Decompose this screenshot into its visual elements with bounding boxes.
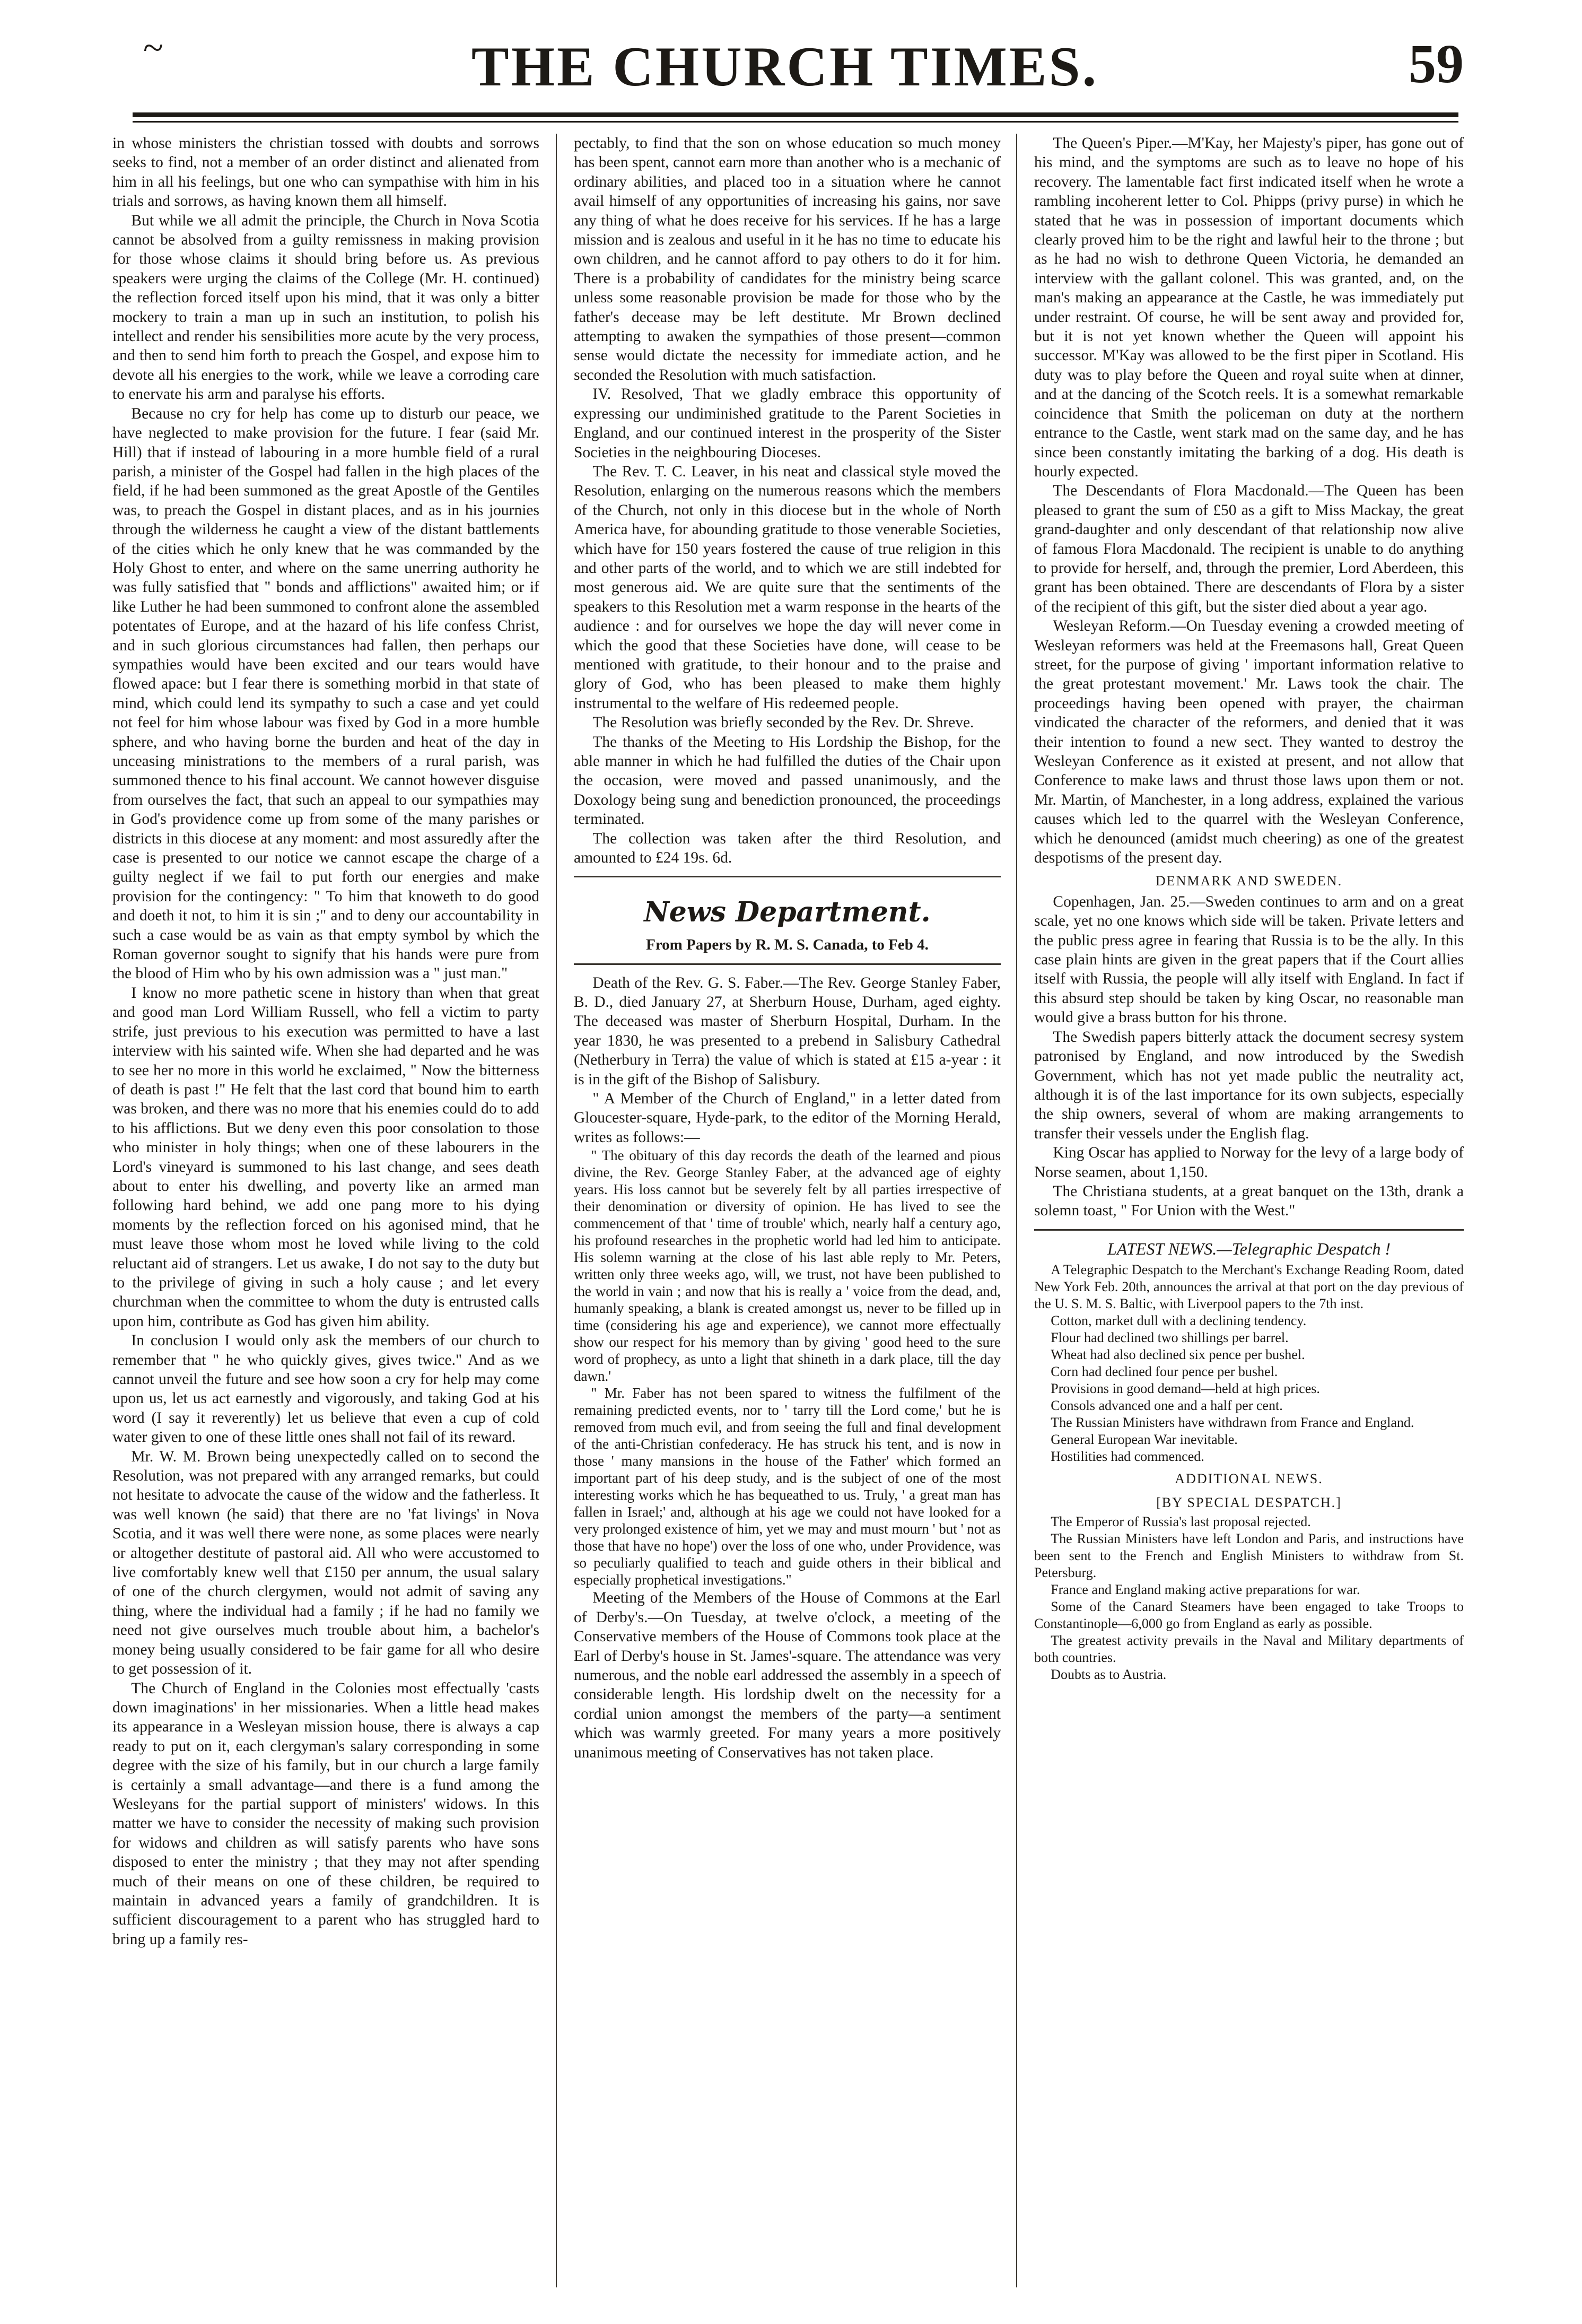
additional-news-item: Some of the Canard Steamers have been engaged to take Troops to Constantinople—6,000 go from England as early as possible. (1034, 1598, 1464, 1631)
col2-paragraph: The collection was taken after the third Resolution, and amounted to £24 19s. 6d. (574, 830, 1001, 867)
masthead-mark: ~ (143, 28, 163, 68)
col1-paragraph: I know no more pathetic scene in history than when that great and good man Lord William Russell, who fell a victim to party strife, just previous to his execution was permitted to have a last interview with his sainted wife. When she had departed and he was to see her no more in this world he exclaimed, " Now the bitterness of death is past !" He felt that the last cord that bound him to earth was broken, and there was no more that his enemies could do to add to his afflictions. But we deny even this poor consolation to those who minister in holy things; when one of these labourers in the Lord's vineyard is summoned to his last change, and sees death about to enter his dwelling, and poverty like an armed man following hard behind, we add one pang more to his dying moments by the reflection forced on his agonised mind, that he must leave those whom most he loved while living to the cold reluctant aid of strangers. Let us awake, I do not say to the duty but to the privilege of giving in such a holy cause ; and let every churchman when the committee to whom the duty is entrusted calls upon him, contribute as God has given him ability. (112, 984, 539, 1330)
col3-news-item: King Oscar has applied to Norway for the levy of a large body of Norse seamen, about 1,150. (1034, 1144, 1464, 1181)
col2-paragraph: The thanks of the Meeting to His Lordship the Bishop, for the able manner in which he had fulfilled the duties of the Chair upon the occasion, were moved and passed unanimously, and the Doxology being sung and benediction pronounced, the proceedings terminated. (574, 733, 1001, 828)
col2-resolution: IV. Resolved, That we gladly embrace this opportunity of expressing our undiminished gratitude to the Parent Societies in England, and our continued interest in the prosperity of the Sister Societies in the neighbouring Dioceses. (574, 386, 1001, 461)
col2-news-item: Death of the Rev. G. S. Faber.—The Rev. George Stanley Faber, B. D., died January 27, at Sherburn House, Durham, aged eighty. The deceased was master of Sherburn Hospital, Durham. In the year 1830, he was presented to a prebend in Salisbury Cathedral (Netherbury in Terra) the value of which is stated at £15 a-year : it is in the gift of the Bishop of Salisbury. (574, 974, 1001, 1088)
additional-news-subheading: [BY SPECIAL DESPATCH.] (1156, 1494, 1342, 1510)
col2-paragraph: The Resolution was briefly seconded by the Rev. Dr. Shreve. (592, 714, 974, 732)
col1-paragraph: in whose ministers the christian tossed with doubts and sorrows seeks to find, not a member of an order distinct and alienated from him in all his feelings, but one who can sympathise with him in his trials and sorrows, as having known them all himself. (112, 135, 539, 210)
col1-paragraph: The Church of England in the Colonies most effectually 'casts down imaginations' in her missionaries. When a little head makes its appearance in a Wesleyan mission house, there is always a cap ready to put on it, each clergyman's salary corresponding in some degree with the size of his family, but in our church a large family is certainly a small advantage—and there is a fund among the Wesleyans for the partial support of ministers' widows. In this matter we have to consider the necessity of making such provision for widows and children as will satisfy parents who have sons disposed to enter the ministry ; that they may not after spending much of their means on one of these children, be required to maintain in advanced years a family of grandchildren. It is sufficient discouragement to a parent who has struggled hard to bring up a family res- (112, 1679, 539, 1948)
latest-news-item: Hostilities had commenced. (1051, 1449, 1204, 1465)
col2-paragraph: pectably, to find that the son on whose education so much money has been spent, cannot earn more than another who is a mechanic of ordinary abilities, and placed too in a situation where he cannot avail himself of any opportunities of increasing his gains, nor save any thing of what he does receive for his services. If he has a large mission and is zealous and useful in it he has no time to educate his own children, and he cannot afford to pay others to do it for him. There is a probability of candidates for the ministry being scarce unless some reasonable provision be made for those who by the father's decease may be left destitute. Mr Brown declined attempting to awaken the sympathies of those present—common sense would dictate the necessity for immediate action, and he seconded the Resolution with much satisfaction. (574, 135, 1001, 384)
latest-news-item: Cotton, market dull with a declining tendency. (1051, 1313, 1307, 1329)
column-3 (1034, 134, 1464, 2287)
newspaper-title: THE CHURCH TIMES. (471, 36, 1099, 98)
col2-paragraph: The Rev. T. C. Leaver, in his neat and classical style moved the Resolution, enlarging on the numerous reasons which the members of the Church, not only in this diocese but in the whole of North America have, for abounding gratitude to those venerable Societies, which have for 150 years fostered the cause of true religion in this and other parts of the world, and to which we are still indebted for most generous aid. We are quite sure that the sentiments of the speakers to this Resolution met a warm response in the hearts of the audience : and for ourselves we hope the day will never come in which the good that these Societies have done, will cease to be mentioned with gratitude, to their honour and to the praise and glory of God, who has been pleased to make them highly instrumental to the welfare of His redeemed people. (574, 463, 1001, 712)
col3-news-item: The Swedish papers bitterly attack the document secresy system patronised by England, and now introduced by the Swedish Government, which has not yet made public the neutrality act, although it is of the last importance for its own subjects, especially the ship owners, several of whom are making arrangements to transfer their vessels under the English flag. (1034, 1028, 1464, 1142)
additional-news-item: The Russian Ministers have left London and Paris, and instructions have been sent to the French and English Ministers to withdraw from St. Petersburg. (1034, 1530, 1464, 1580)
col2-quote: " Mr. Faber has not been spared to witness the fulfilment of the remaining predicted events, nor to ' tarry till the Lord come,' but he is removed from much evil, and from seeing the full and final development of the anti-Christian confederacy. He has struck his tent, and is now in those ' many mansions in the house of the Father' which formed an important part of his deep study, and is the subject of one of the most interesting works which he has bequeathed to us. Truly, ' a great man has fallen in Israel;' and, although at his age we could not have looked for a very prolonged existence of him, yet we may and must mourn ' but ' not as those that have no hope') over the loss of one who, under Providence, was so peculiarly qualified to teach and guide others in their biblical and especially prophetical investigations." (574, 1385, 1001, 1588)
col3-news-item: The Queen's Piper.—M'Kay, her Majesty's piper, has gone out of his mind, and the symptoms are such as to leave no hope of his recovery. The lamentable fact first indicated itself when he wrote a rambling incoherent letter to Col. Phipps (privy purse) in which he stated that he was in possession of important documents which clearly proved him to be the right and lawful heir to the throne ; but as he had no wish to dethrone Queen Victoria, he demanded an interview with the gallant colonel. This was granted, and, on the man's making an appearance at the Castle, he was immediately put under restraint. Of course, he will be sent away and provided for, but it is not yet known whether the Queen will appoint his successor. M'Kay was allowed to be the first piper in Scotland. His duty was to play before the Queen and royal suite when at dinner, and at the dancing of the Scotch reels. It is a somewhat remarkable coincidence that Smith the policeman on duty at the northern entrance to the Castle, went stark mad on the same day, and he has since been constantly imitating the barking of a dog. His death is hourly expected. (1034, 135, 1464, 480)
additional-news-item: The greatest activity prevails in the Naval and Military departments of both countries. (1034, 1632, 1464, 1665)
page-number: 59 (1409, 33, 1464, 94)
col1-paragraph: Because no cry for help has come up to disturb our peace, we have neglected to make provision for the future. I fear (said Mr. Hill) that if instead of labouring in a more humble field of a rural parish, a minister of the Gospel had fallen in the high places of the field, if he had been summoned as the great Apostle of the Gentiles was, to preach the Gospel in distant places, and as in his journies through the wilderness he caught a view of the distant battlements of the cities which he only knew that he was commanded by the Holy Ghost to enter, and where on the same unerring authority he was fully satisfied that " bonds and afflictions" awaited him; or if like Luther he had been summoned to confront alone the assembled potentates of Europe, and at the hazard of his life confess Christ, and in such glorious circumstances had fallen, then perhaps our sympathies would have been excited and our tears would have flowed apace: but I fear there is something morbid in that state of mind, which could lend its sympathy to such a case and yet could not feel for him whose labour was fixed by God in a more humble sphere, and who having borne the burden and heat of the day in unceasing ministrations to the members of a rural parish, was summoned thence to his final account. We cannot however disguise from ourselves the fact, that such an appeal to our sympathies may in God's providence come up from some of the many parishes or districts in this diocese at any moment: and most assuredly after the case is presented to our notice we cannot escape the charge of a guilty neglect if we fail to put forth our energies and make provision for the contingency: " To him that knoweth to do good and doeth it not, to him it is sin ;" and to deny our accountability in such a case would be as vain as that empty symbol by which the Roman governor sought to signify that his hands were pure from the blood of Him who by his own admission was a " just man." (112, 405, 539, 982)
col2-news-item: Meeting of the Members of the House of Commons at the Earl of Derby's.—On Tuesday, at twelve o'clock, a meeting of the Conservative members of the House of Commons took place at the Earl of Derby's house in St. James'-square. The attendance was very numerous, and the noble earl addressed the assembly in a speech of considerable length. His lordship dwelt on the necessity for a cordial union amongst the members of the party—a sentiment which was warmly greeted. For many years a more positively unanimous meeting of Conservatives has not taken place. (574, 1589, 1001, 1761)
col1-paragraph: In conclusion I would only ask the members of our church to remember that " he who quickly gives, gives twice." And as we cannot unveil the future and see how soon a cry for help may come upon us, let us act earnestly and vigorously, and taking God at his word (I say it reverently) let us believe that even a cup of cold water given to one of these little ones shall not fail of its reward. (112, 1332, 539, 1446)
col3-news-item: Copenhagen, Jan. 25.—Sweden continues to arm and on a great scale, yet no one knows which side will be taken. Private letters and the public press agree in fearing that Russia is to be the ally. In this case plain hints are given in the great papers that if the Court allies itself with Russia, the people will ally itself with England. In fact if this absurd step should be taken by king Oscar, no reasonable man would give a brass button for his throne. (1034, 893, 1464, 1026)
section-rule (574, 876, 1001, 877)
col3-news-item: The Descendants of Flora Macdonald.—The Queen has been pleased to grant the sum of £50 as a gift to Miss Mackay, the great grand-daughter and only descendant of that relationship now alive of famous Flora Macdonald. The recipient is unable to do anything to provide for herself, and, through the premier, Lord Aberdeen, this grant has been obtained. There are descendants of Flora by a sister of the recipient of this gift, but the sister died about a year ago. (1034, 482, 1464, 615)
col3-news-item: Wesleyan Reform.—On Tuesday evening a crowded meeting of Wesleyan reformers was held at the Freemasons hall, Great Queen street, for the purpose of giving ' important information relative to the great protestant movement.' Mr. Laws took the chair. The proceedings having been opened with prayer, the chairman vindicated the character of the reformers, and denied that it was their intention to found a new sect. They wanted to destroy the Wesleyan Conference as it existed at present, and not allow that Conference to make laws and thrust those laws upon them or not. Mr. Martin, of Manchester, in a long address, explained the various causes which led to the quarrel with the Wesleyan Conference, which he denounced (amidst much cheering) as one of the greatest despotisms of the present day. (1034, 617, 1464, 867)
column-divider-1 (556, 134, 557, 2287)
latest-news-heading: LATEST NEWS.—Telegraphic Despatch ! (1107, 1239, 1391, 1258)
denmark-sweden-heading: DENMARK AND SWEDEN. (1155, 873, 1343, 889)
column-1 (112, 134, 539, 2287)
additional-news-item: The Emperor of Russia's last proposal rejected. (1051, 1513, 1311, 1529)
column-divider-2 (1016, 134, 1017, 2287)
latest-news-intro: A Telegraphic Despatch to the Merchant's Exchange Reading Room, dated New York Feb. 20th, announces the arrival at that port on the day previous of the U. S. M. S. Baltic, with Liverpool papers to the 7th inst. (1034, 1262, 1464, 1312)
additional-news-item: Doubts as to Austria. (1051, 1666, 1167, 1682)
col3-news-item: The Christiana students, at a great banquet on the 13th, drank a solemn toast, " For Union with the West." (1034, 1182, 1464, 1220)
masthead-rule-thin (133, 121, 1458, 123)
news-department-title: News Department. (644, 896, 931, 929)
additional-news-item: France and England making active preparations for war. (1051, 1581, 1360, 1597)
latest-news-item: Corn had declined four pence per bushel. (1051, 1364, 1278, 1380)
section-rule (574, 963, 1001, 965)
col2-quote: " The obituary of this day records the death of the learned and pious divine, the Rev. George Stanley Faber, at the advanced age of eighty years. His loss cannot but be severely felt by all parties irrespective of their denomination or diversity of opinion. He has lived to see the commencement of that ' time of trouble' which, nearly half a century ago, his profound researches in the prophetic world had led him to anticipate. His solemn warning at the close of his last able reply to Mr. Peters, written only three weeks ago, will, we trust, not have been published to the world in vain ; and now that his is really a ' voice from the dead, and, humanly speaking, a blank is created amongst us, never to be filled up in time (considering his age and experience), we cannot more effectually show our respect for his memory than by giving ' good heed to the sure word of prophecy, as unto a light that shineth in a dark place, till the day dawn.' (574, 1147, 1001, 1385)
section-rule (1034, 1229, 1464, 1231)
latest-news-item: Provisions in good demand—held at high prices. (1051, 1381, 1320, 1397)
col1-paragraph: But while we all admit the principle, the Church in Nova Scotia cannot be absolved from a guilty remissness in making provision for those whose claims it should bring before us. As previous speakers were urging the claims of the College (Mr. H. continued) the reflection forced itself upon his mind, that it was only a bitter mockery to train a man up in such an institution, to polish his intellect and render his sensibilities more acute by the very process, and then to send him forth to preach the Gospel, and expose him to devote all his energies to the work, while we leave a corroding care to enervate his arm and paralyse his efforts. (112, 212, 539, 403)
masthead-rule-thick (133, 112, 1458, 117)
latest-news-item: General European War inevitable. (1051, 1432, 1238, 1448)
col2-news-item: " A Member of the Church of England," in a letter dated from Gloucester-square, Hyde-park, to the editor of the Morning Herald, writes as follows:— (574, 1090, 1001, 1146)
additional-news-heading: ADDITIONAL NEWS. (1175, 1471, 1323, 1487)
latest-news-item: Wheat had also declined six pence per bushel. (1051, 1347, 1305, 1363)
column-2 (574, 134, 1001, 2287)
col1-paragraph: Mr. W. M. Brown being unexpectedly called on to second the Resolution, was not prepared with any arranged remarks, but could not hesitate to advocate the cause of the widow and the fatherless. It was well known (he said) that there are no 'fat livings' in Nova Scotia, and it was well there were none, as some places were nearly or altogether destitute of pastoral aid. All who were accustomed to live comfortably knew well that £150 per annum, the usual salary of one of the church clergymen, would not admit of saving any thing, where the individual had a family ; if he had no family we need not give ourselves much trouble about him, a bachelor's money being usually considered to be fair game for all who desire to get possession of it. (112, 1448, 539, 1678)
latest-news-item: The Russian Ministers have withdrawn from France and England. (1051, 1415, 1414, 1431)
latest-news-item: Flour had declined two shillings per barrel. (1051, 1330, 1289, 1346)
latest-news-item: Consols advanced one and a half per cent. (1051, 1398, 1283, 1414)
news-department-subtitle: From Papers by R. M. S. Canada, to Feb 4. (646, 936, 929, 954)
